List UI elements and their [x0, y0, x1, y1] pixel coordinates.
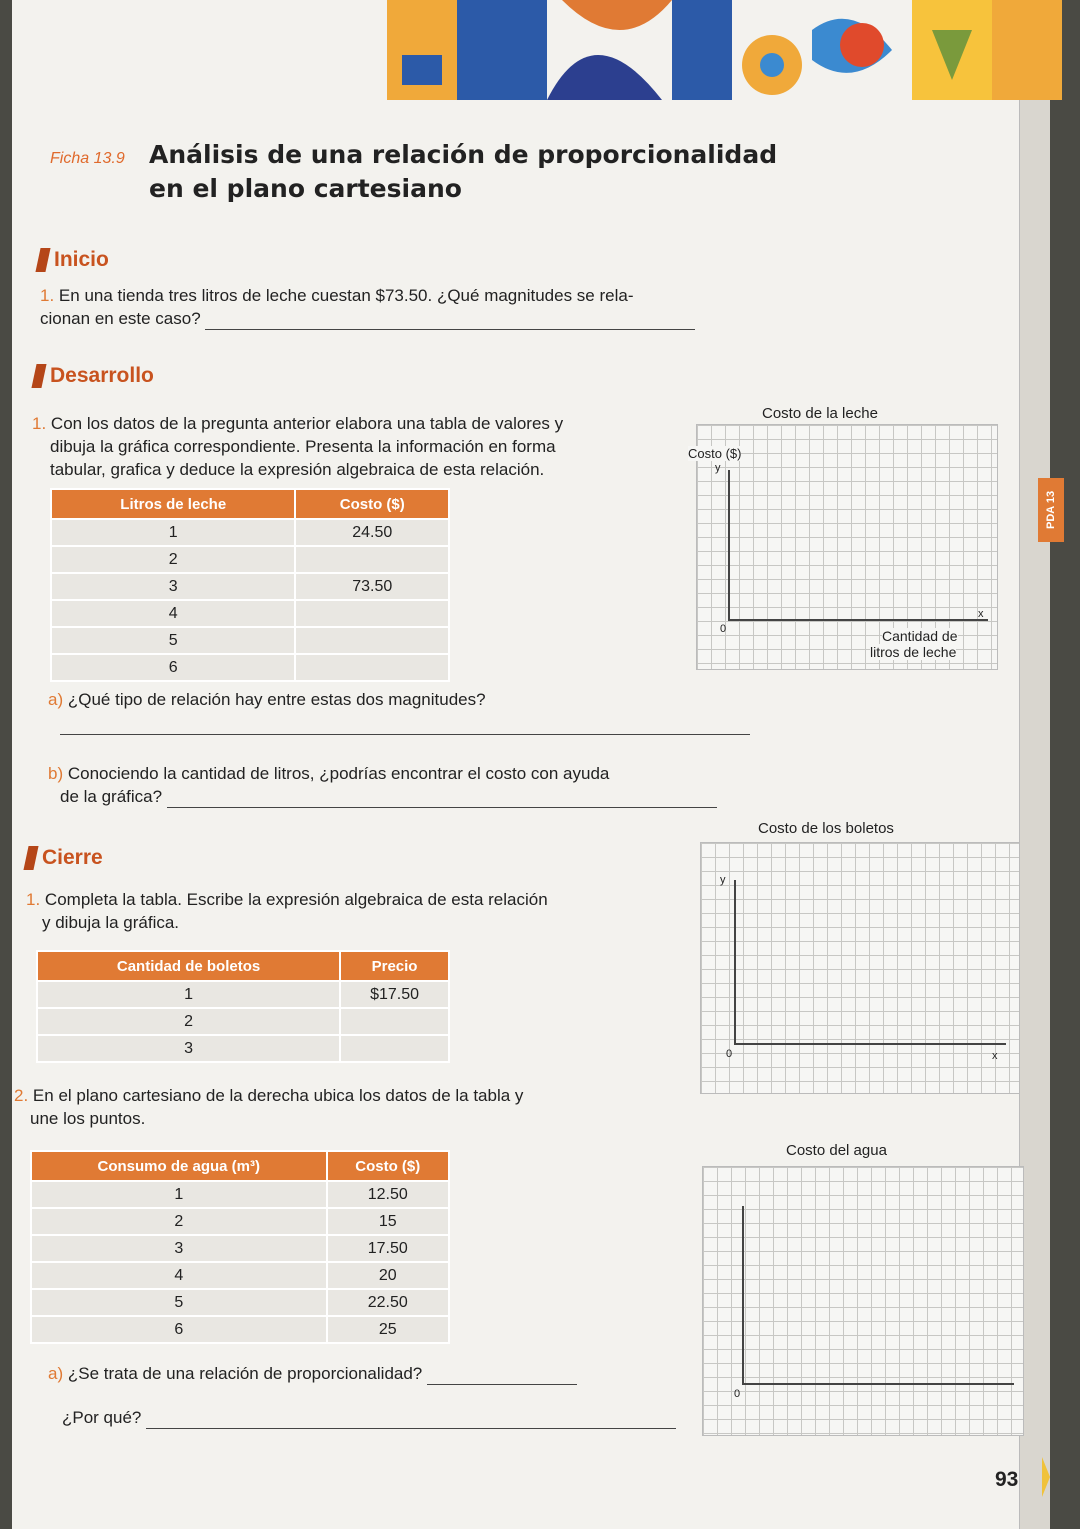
question-letter: a): [48, 1364, 64, 1383]
table-cell[interactable]: [340, 1035, 449, 1062]
table-cell[interactable]: 73.50: [295, 573, 449, 600]
cierre-q2: [14, 1084, 523, 1130]
table-header: Cantidad de boletos: [37, 951, 340, 981]
answer-line[interactable]: [146, 1410, 676, 1429]
section-desarrollo-label: Desarrollo: [50, 364, 154, 387]
answer-line[interactable]: [167, 789, 717, 808]
table-row: [31, 1181, 449, 1208]
chart-title-water: Costo del agua: [786, 1142, 887, 1159]
water-grid[interactable]: [702, 1166, 1024, 1436]
table-cell: 5: [51, 627, 295, 654]
why-label: ¿Por qué?: [62, 1408, 142, 1427]
table-cell: 1: [31, 1181, 327, 1208]
tickets-x-axis: [734, 1043, 1006, 1045]
answer-line[interactable]: [60, 716, 750, 735]
title-line-1: Análisis de una relación de proporcionalidad: [149, 140, 778, 169]
inicio-q1-line2: cionan en este caso?: [40, 309, 201, 328]
desarrollo-qb-line1: Conociendo la cantidad de litros, ¿podrías encontrar el costo con ayuda: [67, 764, 610, 783]
table-row: [31, 1208, 449, 1235]
table-cell[interactable]: 24.50: [295, 519, 449, 546]
table-row: [51, 519, 449, 546]
table-cell: 1: [51, 519, 295, 546]
water-table: [30, 1150, 450, 1344]
desarrollo-qa: [48, 688, 486, 711]
table-cell: 3: [51, 573, 295, 600]
milk-xlabel-1: Cantidad de: [882, 628, 958, 644]
table-header-row: [37, 951, 449, 981]
inicio-question: [40, 284, 695, 330]
table-cell: 3: [31, 1235, 327, 1262]
water-x-axis: [742, 1383, 1014, 1385]
milk-x-axis: [728, 619, 988, 621]
table-row: [51, 627, 449, 654]
desarrollo-qb: [48, 762, 717, 808]
question-letter: a): [48, 690, 64, 709]
desarrollo-q1-line3: tabular, grafica y deduce la expresión algebraica de esta relación.: [50, 460, 545, 479]
inicio-q1-line1: En una tienda tres litros de leche cuestan $73.50. ¿Qué magnitudes se rela-: [58, 286, 634, 305]
table-cell: 25: [327, 1316, 449, 1343]
section-inicio-label: Inicio: [54, 248, 109, 271]
milk-table: [50, 488, 450, 682]
table-header: Costo ($): [327, 1151, 449, 1181]
table-cell[interactable]: $17.50: [340, 981, 449, 1008]
table-cell[interactable]: [295, 600, 449, 627]
table-row: [31, 1289, 449, 1316]
cierre-q1-line1: Completa la tabla. Escribe la expresión algebraica de esta relación: [44, 890, 548, 909]
section-cierre: [26, 846, 103, 870]
table-row: [37, 981, 449, 1008]
table-row: [51, 546, 449, 573]
table-header: Consumo de agua (m³): [31, 1151, 327, 1181]
table-row: [51, 600, 449, 627]
table-cell[interactable]: [340, 1008, 449, 1035]
table-cell: 15: [327, 1208, 449, 1235]
table-header: Costo ($): [295, 489, 449, 519]
desarrollo-question: [32, 412, 563, 481]
section-marker-icon: [35, 248, 50, 272]
table-cell: 1: [37, 981, 340, 1008]
question-number: 1.: [40, 286, 55, 305]
section-marker-icon: [23, 846, 38, 870]
table-row: [31, 1235, 449, 1262]
table-row: [51, 573, 449, 600]
tickets-origin: 0: [726, 1048, 733, 1060]
water-origin: 0: [734, 1388, 741, 1400]
table-cell: 12.50: [327, 1181, 449, 1208]
question-number: 2.: [14, 1086, 29, 1105]
cierre-qa: [48, 1362, 577, 1385]
table-cell: 4: [51, 600, 295, 627]
table-cell[interactable]: [295, 627, 449, 654]
desarrollo-qa-text: ¿Qué tipo de relación hay entre estas dos magnitudes?: [67, 690, 486, 709]
table-cell[interactable]: [295, 546, 449, 573]
table-cell: 20: [327, 1262, 449, 1289]
table-cell: 22.50: [327, 1289, 449, 1316]
section-cierre-label: Cierre: [42, 846, 103, 869]
table-cell: 17.50: [327, 1235, 449, 1262]
cierre-q2-line2: une los puntos.: [30, 1109, 146, 1128]
question-number: 1.: [32, 414, 47, 433]
milk-ylabel: Costo ($): [688, 446, 742, 461]
milk-y-label: y: [715, 462, 721, 474]
page-number: 93: [995, 1468, 1019, 1491]
side-tab: PDA 13: [1038, 478, 1064, 542]
textbook-page: [12, 0, 1057, 1529]
table-header-row: [31, 1151, 449, 1181]
section-marker-icon: [31, 364, 46, 388]
question-letter: b): [48, 764, 64, 783]
chart-title-milk: Costo de la leche: [762, 405, 878, 422]
table-cell: 5: [31, 1289, 327, 1316]
table-row: [51, 654, 449, 681]
tickets-y-label: y: [720, 874, 726, 886]
question-number: 1.: [26, 890, 41, 909]
cierre-q1: [26, 888, 548, 934]
chart-title-tickets: Costo de los boletos: [758, 820, 894, 837]
table-row: [37, 1035, 449, 1062]
tickets-table: [36, 950, 450, 1063]
title-line-2: en el plano cartesiano: [149, 174, 462, 203]
cierre-q2-line1: En el plano cartesiano de la derecha ubica los datos de la tabla y: [32, 1086, 524, 1105]
milk-x-label: x: [978, 608, 984, 620]
section-desarrollo: [34, 364, 154, 388]
table-header: Precio: [340, 951, 449, 981]
answer-line[interactable]: [205, 311, 695, 330]
desarrollo-q1-line2: dibuja la gráfica correspondiente. Presenta la información en forma: [50, 437, 556, 456]
milk-xlabel-2: litros de leche: [870, 644, 957, 660]
desarrollo-q1-line1: Con los datos de la pregunta anterior elabora una tabla de valores y: [50, 414, 564, 433]
table-header-row: [51, 489, 449, 519]
desarrollo-qb-line2: de la gráfica?: [60, 787, 163, 806]
cierre-why: [62, 1406, 676, 1429]
answer-line[interactable]: [427, 1366, 577, 1385]
tickets-y-axis: [734, 880, 736, 1044]
ficha-number: Ficha 13.9: [50, 150, 125, 167]
tickets-x-label: x: [992, 1050, 998, 1062]
chevron-right-icon: [1042, 1457, 1050, 1497]
table-row: [31, 1262, 449, 1289]
table-header: Litros de leche: [51, 489, 295, 519]
table-cell: 6: [51, 654, 295, 681]
milk-y-axis: [728, 470, 730, 620]
page-title: [149, 138, 777, 206]
table-cell[interactable]: [295, 654, 449, 681]
table-cell: 2: [51, 546, 295, 573]
table-cell: 4: [31, 1262, 327, 1289]
milk-origin: 0: [720, 623, 727, 635]
table-cell: 2: [37, 1008, 340, 1035]
table-cell: 6: [31, 1316, 327, 1343]
tickets-grid[interactable]: [700, 842, 1020, 1094]
water-y-axis: [742, 1206, 744, 1384]
table-cell: 3: [37, 1035, 340, 1062]
table-row: [37, 1008, 449, 1035]
cierre-qa-text: ¿Se trata de una relación de proporcionalidad?: [67, 1364, 423, 1383]
table-cell: 2: [31, 1208, 327, 1235]
table-row: [31, 1316, 449, 1343]
cierre-q1-line2: y dibuja la gráfica.: [42, 913, 180, 932]
decorative-banner: [372, 0, 1062, 112]
section-inicio: [38, 248, 109, 272]
